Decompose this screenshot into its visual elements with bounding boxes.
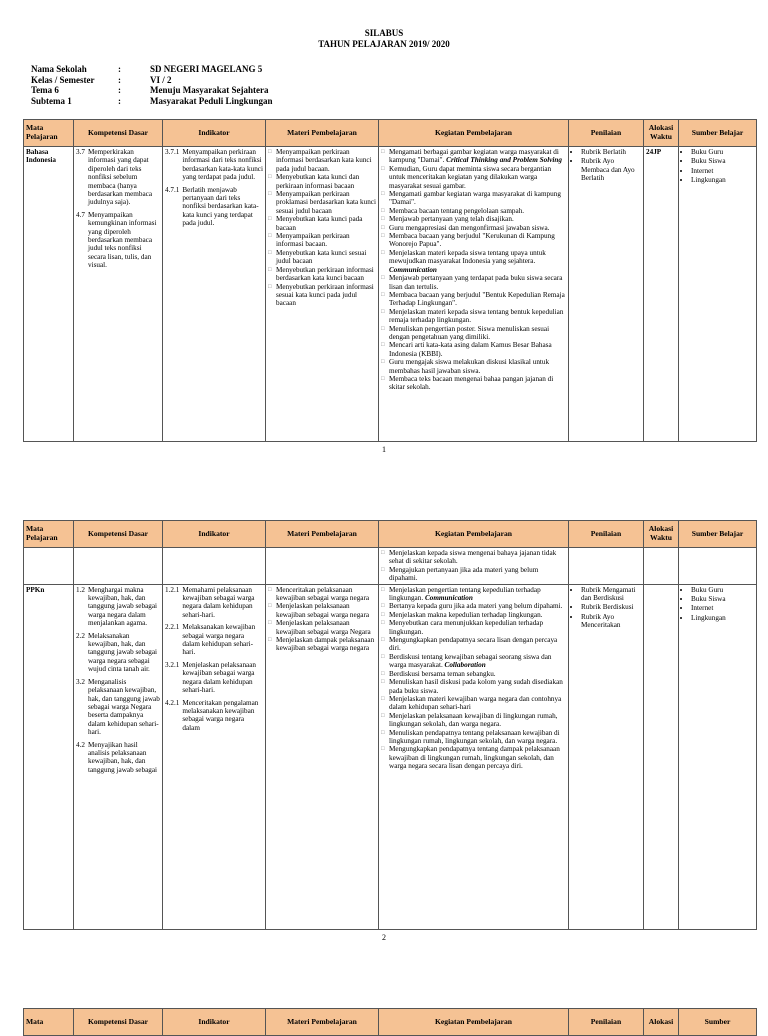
page-1 [23,119,756,442]
sumber-item: • Buku Guru [691,586,754,594]
kegiatan-item-text: Membaca bacaan yang berjudul "Bentuk Kepedulian Remaja Terhadap Lingkungan". [389,290,565,308]
materi-item-text: Menjelaskan dampak pelaksanaan kewajiban sebagai warga negara [276,636,375,653]
indikator-item [165,148,263,182]
title-line-1: SILABUS [364,28,404,38]
subject-cell: PPKn [24,584,74,929]
materi-item [268,148,376,173]
kegiatan-item [381,224,566,232]
checkbox-icon: □ [268,637,272,644]
kd-item [76,678,160,737]
materi-cell [266,147,379,442]
kd-item [76,148,160,207]
indikator-item [165,661,263,695]
checkbox-icon: □ [381,566,385,573]
checkbox-icon: □ [381,653,385,660]
header-sumber: Sumber Belajar [679,120,757,147]
indikator-item-number: 4.2.1 [165,698,180,707]
indikator-item-number: 1.2.1 [165,585,180,594]
kd-item [76,586,160,628]
penilaian-item: • Rubrik Berlatih [581,148,641,156]
kegiatan-item-text: Menjelaskan materi kepada siswa tentang bentuk kepedulian remaja terhadap lingkungan. [389,307,564,325]
checkbox-icon: □ [381,375,385,382]
materi-item [268,619,376,636]
page-3 [23,1008,756,1036]
indikator-item-text: Menjelaskan pelaksanaan kewajiban sebagai warga negara dalam kehidupan sehari-hari. [182,660,257,695]
indikator-item [165,186,263,228]
kegiatan-item [381,274,566,291]
kd-item-number: 3.2 [76,677,85,686]
checkbox-icon: □ [381,291,385,298]
checkbox-icon: □ [381,637,385,644]
materi-item-text: Menyebutkan perkiraan informasi sesuai kata kunci pada judul bacaan [276,282,374,308]
checkbox-icon: □ [268,620,272,627]
kegiatan-item [381,549,566,566]
kegiatan-item [381,712,566,729]
kegiatan-item-text: Mengamati berbagai gambar kegiatan warga masyarakat di kampung "Damai". Critical Thinking and Problem Solving [389,148,562,165]
info-value: SD NEGERI MAGELANG 5 [150,64,263,74]
kegiatan-item-text: Menjelaskan materi kewajiban warga negara dan contohnya dalam kehidupan sehari-hari [389,694,562,712]
kd-item-number: 4.2 [76,740,85,749]
indikator-cell [163,584,266,929]
materi-item-text: Menyebutkan kata kunci sesuai judul bacaan [276,248,367,266]
checkbox-icon: □ [381,586,385,593]
kegiatan-item [381,325,566,342]
checkbox-icon: □ [381,746,385,753]
materi-item-text: Menyampaikan perkiraan informasi bacaan. [276,232,350,249]
checkbox-icon: □ [381,207,385,214]
indikator-item [165,586,263,620]
checkbox-icon: □ [268,191,272,198]
info-key: Kelas / Semester [31,74,95,85]
kd-item-text: Menganalisis pelaksanaan kewajiban, hak, dan tanggung jawab sebagai warga Negara beserta dampaknya dalam kehidupan sehari-hari. [87,677,160,737]
kegiatan-item [381,341,566,358]
materi-item [268,173,376,190]
sumber-cell [679,584,757,929]
syllabus-table-2 [23,520,757,930]
kegiatan-item [381,148,566,165]
checkbox-icon: □ [268,603,272,610]
checkbox-icon: □ [381,670,385,677]
kegiatan-item [381,375,566,392]
kegiatan-item [381,358,566,375]
indikator-cell [163,147,266,442]
info-sep: : [118,74,121,85]
kd-item-text: Menghargai makna kewajiban, hak, dan tanggung jawab sebagai warga negara dalam menjalankan agama. [87,585,158,628]
header-alokasi: Alokasi Waktu [644,521,679,548]
kd-item-number: 3.7 [76,148,85,156]
checkbox-icon: □ [381,325,385,332]
checkbox-icon: □ [268,283,272,290]
page-number-2: 2 [382,933,386,942]
header-materi: Materi Pembelajaran [266,521,379,548]
kd-item-number: 4.7 [76,210,85,219]
indikator-item-text: Menceritakan pengalaman melaksanakan kewajiban sebagai warga negara dalam [182,698,259,732]
kegiatan-item-text: Guru mengapresiasi dan mengonfirmasi jawaban siswa. [389,223,550,232]
header-sumber: Sumber Belajar [679,521,757,548]
info-key: Nama Sekolah [31,64,87,74]
header-mapel: Mata Pelajaran [24,521,74,548]
info-row [31,75,273,86]
checkbox-icon: □ [381,216,385,223]
checkbox-icon: □ [268,266,272,273]
kegiatan-item-text: Membaca bacaan tentang pengelolaan sampah. [389,206,525,215]
materi-item-text: Menyampaikan perkiraan informasi berdasarkan kata kunci pada judul bacaan. [276,148,372,173]
checkbox-icon: □ [268,216,272,223]
kegiatan-item [381,566,566,583]
sumber-item: • Lingkungan [691,176,754,184]
kegiatan-item-emphasis: Critical Thinking and Problem Solving [446,156,562,165]
header-alokasi: Alokasi [644,1009,679,1036]
indikator-item-text: Menyampaikan perkiraan informasi dari teks nonfiksi berdasarkan kata-kata kunci yang terdapat pada judul. [182,148,263,182]
info-sep: : [118,64,121,74]
info-sep: : [118,85,121,95]
checkbox-icon: □ [268,174,272,181]
header-penilaian: Penilaian [569,120,644,147]
penilaian-item: • Rubrik Ayo Menceritakan [581,613,641,630]
kegiatan-item-text: Mengungkapkan pendapatnya tentang dampak pelaksanaan kewajiban di lingkungan rumah, lingkungan sekolah, dan warga negara secara lisan dengan percaya diri. [389,745,560,771]
checkbox-icon: □ [381,275,385,282]
materi-item [268,636,376,653]
info-row [31,64,273,75]
kegiatan-item-text: Menjelaskan makna kepedulian terhadap lingkungan. [389,610,543,619]
kegiatan-item-text: Mengamati gambar kegiatan warga masyarakat di kampung "Damai". [389,190,561,207]
header-kegiatan: Kegiatan Pembelajaran [379,120,569,147]
title-line-2: TAHUN PELAJARAN 2019/ 2020 [318,39,450,49]
penilaian-cell [569,147,644,442]
kd-cell [74,147,163,442]
kegiatan-item-text: Menjawab pertanyaan yang terdapat pada buku siswa secara lisan dan tertulis. [389,274,563,291]
kegiatan-item-text: Berdiskusi bersama teman sebangku. [389,669,496,678]
header-penilaian: Penilaian [569,521,644,548]
kd-item [76,211,160,270]
header-penilaian: Penilaian [569,1009,644,1036]
kegiatan-item [381,602,566,610]
kd-item-number: 2.2 [76,631,85,640]
header-indikator: Indikator [163,120,266,147]
checkbox-icon: □ [381,149,385,155]
kegiatan-item-emphasis: Collaboration [444,661,486,670]
info-value: Menuju Masyarakat Sejahtera [150,85,269,95]
table-row [24,147,757,442]
header-mapel: Mata [24,1009,74,1036]
table-row-continued [24,548,757,585]
sumber-item: • Buku Guru [691,148,754,156]
materi-item [268,232,376,249]
header-kd: Kompetensi Dasar [74,1009,163,1036]
syllabus-table-3 [23,1008,757,1036]
kegiatan-item [381,670,566,678]
info-key: Tema 6 [31,85,59,95]
checkbox-icon: □ [381,611,385,618]
kegiatan-item-text: Bertanya kepada guru jika ada materi yang belum dipahami. [389,602,563,611]
checkbox-icon: □ [381,695,385,702]
kegiatan-item-emphasis: Communication [424,594,473,603]
kegiatan-item [381,291,566,308]
kegiatan-item [381,215,566,223]
kegiatan-item [381,232,566,249]
kegiatan-item-text: Menjelaskan pengertian tentang kepedulian terhadap lingkungan. Communication [389,585,541,603]
header-indikator: Indikator [163,1009,266,1036]
info-sep: : [118,95,121,106]
kegiatan-item-text: Berdiskusi tentang kewajiban sebagai seorang siswa dan warga masyarakat. Collaboration [389,652,552,670]
materi-item [268,602,376,619]
checkbox-icon: □ [381,224,385,231]
page-2 [23,520,756,930]
kd-item-number: 1.2 [76,585,85,594]
checkbox-icon: □ [381,342,385,349]
kd-item [76,632,160,674]
checkbox-icon: □ [381,679,385,686]
penilaian-item: • Rubrik Mengamati dan Berdiskusi [581,586,641,603]
kegiatan-item-text: Menjawab pertanyaan yang telah disajikan. [389,215,514,224]
kegiatan-item-text: Mencari arti kata-kata asing dalam Kamus Besar Bahasa Indonesia (KBBI). [389,341,552,358]
checkbox-icon: □ [381,550,385,556]
checkbox-icon: □ [381,603,385,610]
materi-item [268,190,376,215]
checkbox-icon: □ [381,165,385,172]
kegiatan-item-text: Membaca bacaan yang berjudul "Kerukunan di Kampung Wonorejo Papua". [389,232,555,249]
syllabus-table-1 [23,119,757,442]
kd-item-text: Memperkirakan informasi yang dapat diperoleh dari teks nonfiksi sebelum membaca (hanya berdasarkan membaca judulnya saja). [87,148,153,207]
kegiatan-item-text: Menjelaskan kepada siswa mengenai bahaya jajanan tidak sehat di sekitar sekolah. [389,549,557,566]
kd-item [76,741,160,775]
kegiatan-item-text: Kemudian, Guru dapat meminta siswa secara bergantian untuk menceritakan kegiatan yang dilakukan warga masyarakat sesuai gambar. [389,164,552,190]
header-materi: Materi Pembelajaran [266,120,379,147]
header-alokasi: Alokasi Waktu [644,120,679,147]
indikator-item-text: Berlatih menjawab pertanyaan dari teks nonfiksi berdasarkan kata-kata kunci yang terdapat pada judul. [182,185,259,228]
checkbox-icon: □ [381,191,385,198]
kegiatan-item [381,611,566,619]
table-header-row [24,521,757,548]
table-header-row [24,1009,757,1036]
indikator-item-number: 4.7.1 [165,185,180,194]
kegiatan-item-text: Menjelaskan materi kepada siswa tentang upaya untuk mewujudkan masyarakat Indonesia yang sejahtera. Communication [389,248,546,274]
kd-cell [74,584,163,929]
checkbox-icon: □ [268,149,272,155]
checkbox-icon: □ [268,249,272,256]
materi-item [268,586,376,603]
kegiatan-item-text: Menuliskan pendapatnya tentang pelaksanaan kewajiban di lingkungan rumah, lingkungan sekolah, dan warga negara. [389,728,560,745]
materi-item [268,283,376,308]
header-materi: Materi Pembelajaran [266,1009,379,1036]
info-row [31,96,273,107]
kd-item-text: Melaksanakan kewajiban, hak, dan tanggung jawab sebagai warga negara sebagai wujud cinta tanah air. [87,631,158,674]
kegiatan-item [381,695,566,712]
penilaian-list [571,148,641,183]
checkbox-icon: □ [381,359,385,366]
checkbox-icon: □ [268,233,272,240]
kegiatan-item [381,165,566,190]
penilaian-list [571,586,641,630]
info-key: Subtema 1 [31,95,72,106]
checkbox-icon: □ [381,712,385,719]
materi-item-text: Menjelaskan pelaksanaan kewajiban sebagai warga negara [276,602,370,619]
header-mapel: Mata Pelajaran [24,120,74,147]
checkbox-icon: □ [268,586,272,593]
table-header-row [24,120,757,147]
kegiatan-item [381,207,566,215]
checkbox-icon: □ [381,729,385,736]
indikator-item-number: 3.7.1 [165,148,180,156]
indikator-item-number: 2.2.1 [165,623,180,632]
header-sumber: Sumber [679,1009,757,1036]
indikator-item-number: 3.2.1 [165,660,180,669]
checkbox-icon: □ [381,620,385,627]
header-kd: Kompetensi Dasar [74,521,163,548]
kegiatan-item [381,729,566,746]
header-kegiatan: Kegiatan Pembelajaran [379,521,569,548]
alokasi-cell [644,584,679,929]
document-title [0,28,768,50]
kegiatan-item-text: Menjelaskan pelaksanaan kewajiban di lingkungan rumah, lingkungan sekolah, dan warga negara. [389,711,558,729]
sumber-list [681,148,754,185]
materi-item [268,266,376,283]
kegiatan-item-text: Menuliskan hasil diskusi pada kolom yang sudah disediakan pada buku siswa. [389,678,563,695]
checkbox-icon: □ [381,308,385,315]
kegiatan-cell [379,147,569,442]
header-kegiatan: Kegiatan Pembelajaran [379,1009,569,1036]
sumber-item: • Lingkungan [691,614,754,622]
sumber-cell [679,147,757,442]
header-kd: Kompetensi Dasar [74,120,163,147]
indikator-item [165,623,263,657]
checkbox-icon: □ [381,233,385,240]
materi-item-text: Menceritakan pelaksanaan kewajiban sebagai warga negara [276,585,370,603]
info-row [31,85,273,96]
sumber-item: • Internet [691,604,754,612]
sumber-item: • Buku Siswa [691,157,754,165]
page-number-1: 1 [382,445,386,454]
materi-item [268,249,376,266]
info-value: VI / 2 [150,74,172,85]
kegiatan-item-text: Menyebutkan cara menunjukkan kepedulian terhadap lingkungan. [389,619,544,636]
kd-item-text: Menyajikan hasil analisis pelaksanaan kewajiban, hak, dan tanggung jawab sebagai [87,740,158,774]
kegiatan-cell [379,584,569,929]
kegiatan-item-text: Guru mengajak siswa melakukan diskusi klasikal untuk membahas hasil jawaban siswa. [389,358,550,375]
kegiatan-cell-continued [379,548,569,585]
indikator-item-text: Memahami pelaksanaan kewajiban sebagai warga negara dalam kehidupan sehari-hari. [182,585,255,619]
kegiatan-item-text: Mengajukan pertanyaan jika ada materi yang belum dipahami. [389,565,539,583]
indikator-item [165,699,263,733]
info-value: Masyarakat Peduli Lingkungan [150,95,273,106]
sumber-item: • Internet [691,167,754,175]
kegiatan-item [381,678,566,695]
kegiatan-item-text: Mengungkapkan pendapatnya secara lisan dengan percaya diri. [389,636,558,653]
materi-item-text: Menyebutkan perkiraan informasi berdasarkan kata kunci bacaan [276,265,374,283]
kegiatan-item [381,745,566,770]
kd-item-text: Menyampaikan kemungkinan informasi yang diperoleh berdasarkan membaca judul teks nonfiksi secara lisan, tulis, dan visual. [87,210,157,270]
alokasi-cell: 24JP [644,147,679,442]
materi-item-text: Menjelaskan pelaksanaan kewajiban sebagai warga Negara [276,619,371,636]
sumber-list [681,586,754,623]
kegiatan-item-text: Membaca teks bacaan mengenai bahaa pangan jajanan di skitar sekolah. [389,374,554,392]
materi-item-text: Menyebutkan kata kunci pada bacaan [276,215,363,232]
kegiatan-item [381,249,566,274]
kegiatan-item [381,586,566,603]
materi-item [268,215,376,232]
penilaian-cell [569,584,644,929]
kegiatan-item [381,619,566,636]
kegiatan-item-emphasis: Communication [389,265,437,274]
indikator-item-text: Melaksanakan kewajiban sebagai warga negara dalam kehidupan sehari-hari. [182,623,256,657]
subject-cell: Bahasa Indonesia [24,147,74,442]
kegiatan-item [381,190,566,207]
kegiatan-item [381,308,566,325]
kegiatan-item [381,636,566,653]
kegiatan-item [381,653,566,670]
materi-item-text: Menyebutkan kata kunci dan perkiraan informasi bacaan [276,173,360,190]
materi-cell [266,584,379,929]
table-row [24,584,757,929]
sumber-item: • Buku Siswa [691,595,754,603]
kegiatan-item-text: Menuliskan pengertian poster. Siswa menuliskan sesuai dengan pengetahuan yang dimiliki. [389,324,550,341]
school-info [31,64,273,106]
checkbox-icon: □ [381,249,385,256]
materi-item-text: Menyampaikan perkiraan proklamasi berdasarkan kata kunci sesuai judul bacaan [276,190,376,215]
penilaian-item: • Rubrik Berdiskusi [581,603,641,611]
penilaian-item: • Rubrik Ayo Membaca dan Ayo Berlatih [581,157,641,182]
header-indikator: Indikator [163,521,266,548]
